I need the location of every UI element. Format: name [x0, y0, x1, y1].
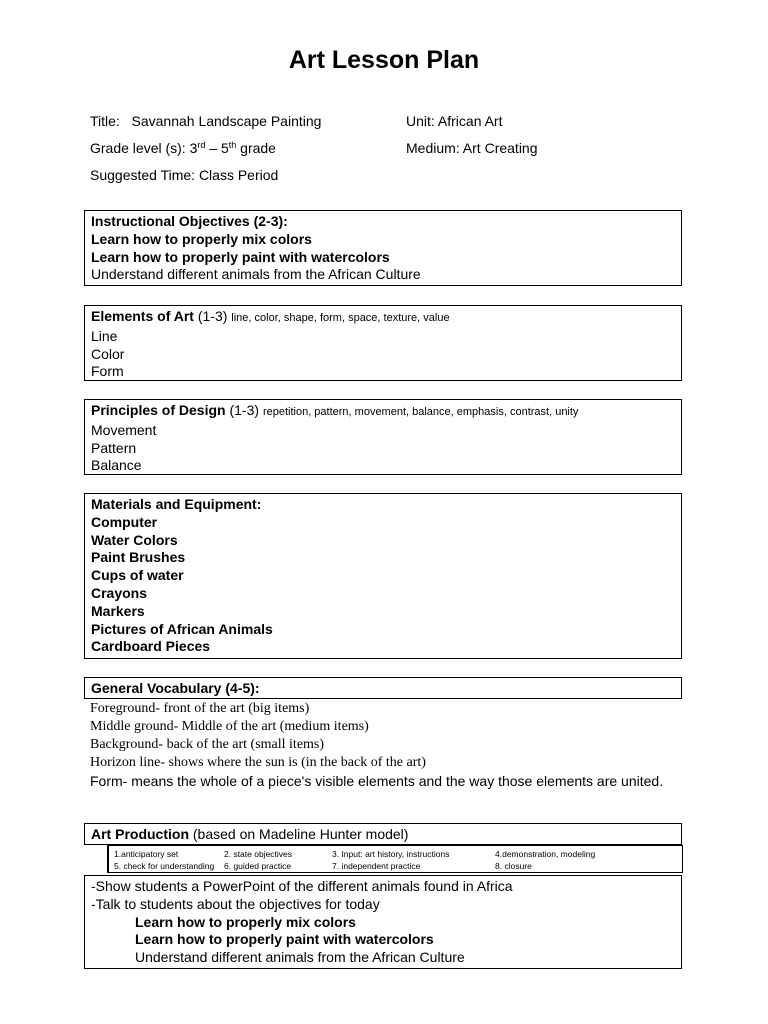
title-label: Title:	[90, 113, 120, 129]
vocabulary-form-item: Form- means the whole of a piece's visible elements and the way those elements are united.	[90, 773, 664, 789]
material-item: Cardboard Pieces	[91, 638, 211, 655]
materials-box	[84, 493, 682, 659]
step-label: 5. check for understanding	[114, 861, 215, 871]
production-body-line: -Show students a PowerPoint of the different animals found in Africa	[91, 878, 513, 894]
hunter-model-steps	[107, 845, 683, 873]
materials-heading: Materials and Equipment:	[91, 496, 262, 512]
document-title: Art Lesson Plan	[288, 46, 480, 74]
principles-range: (1-3)	[225, 402, 263, 418]
grade-mid: – 5	[205, 140, 229, 156]
vocabulary-item: Middle ground- Middle of the art (medium items)	[90, 719, 369, 734]
suggested-time-field: Suggested Time: Class Period	[90, 167, 279, 183]
grade-suffix: grade	[236, 140, 276, 156]
production-body-box	[84, 875, 682, 969]
vocabulary-item: Foreground- front of the art (big items)	[90, 701, 310, 716]
material-item: Water Colors	[91, 531, 178, 548]
step-label: 1.anticipatory set	[114, 849, 179, 859]
grade-sup-2: th	[228, 140, 237, 150]
step-label: 2. state objectives	[224, 849, 293, 859]
objective-item: Understand different animals from the African Culture	[91, 266, 421, 283]
material-item: Pictures of African Animals	[91, 620, 273, 637]
step-label: 6. guided practice	[224, 861, 292, 871]
elements-heading-line	[91, 308, 675, 328]
principle-item: Pattern	[91, 439, 137, 456]
production-heading-line	[91, 826, 675, 844]
production-heading-box	[84, 823, 682, 845]
material-item: Cups of water	[91, 567, 184, 584]
vocabulary-heading: General Vocabulary (4-5):	[91, 680, 260, 696]
step-label: 8. closure	[495, 861, 532, 871]
objectives-box	[84, 210, 682, 286]
element-item: Line	[91, 327, 118, 344]
vocabulary-item: Background- back of the art (small items)	[90, 737, 325, 752]
element-item: Color	[91, 345, 125, 362]
step-label: 7. independent practice	[332, 861, 421, 871]
objective-item: Learn how to properly mix colors	[91, 230, 312, 247]
material-item: Markers	[91, 602, 145, 619]
element-item: Form	[91, 363, 124, 380]
vocabulary-list	[90, 700, 680, 790]
elements-range: (1-3)	[193, 308, 232, 324]
medium-field: Medium: Art Creating	[406, 140, 538, 156]
vocabulary-heading-box	[84, 677, 682, 699]
vocabulary-item: Horizon line- shows where the sun is (in the back of the art)	[90, 755, 426, 770]
elements-box	[84, 305, 682, 381]
principle-item: Movement	[91, 421, 157, 438]
production-body-line: -Talk to students about the objectives for today	[91, 895, 380, 912]
step-label: 4.demonstration, modeling	[495, 849, 596, 859]
material-item: Computer	[91, 513, 158, 530]
title-field	[90, 113, 321, 130]
principle-item: Balance	[91, 457, 142, 474]
production-objective: Understand different animals from the African Culture	[135, 949, 465, 966]
grade-sup-1: rd	[197, 140, 206, 150]
principles-heading-line	[91, 402, 675, 422]
principles-hint: repetition, pattern, movement, balance, emphasis, contrast, unity	[262, 406, 579, 418]
production-subtitle: (based on Madeline Hunter model)	[189, 826, 409, 842]
principles-box	[84, 399, 682, 475]
material-item: Crayons	[91, 584, 148, 601]
unit-field: Unit: African Art	[406, 113, 503, 129]
title-value: Savannah Landscape Painting	[131, 113, 322, 129]
principles-heading: Principles of Design	[91, 402, 226, 418]
production-objective: Learn how to properly mix colors	[135, 913, 356, 930]
objectives-heading: Instructional Objectives (2-3):	[91, 213, 288, 229]
steps-row	[114, 860, 682, 872]
step-label: 3. Input: art history, instructions	[332, 849, 450, 859]
steps-row	[114, 848, 682, 860]
elements-hint: line, color, shape, form, space, texture, value	[231, 312, 450, 324]
material-item: Paint Brushes	[91, 549, 186, 566]
production-objective: Learn how to properly paint with watercolors	[135, 931, 434, 948]
grade-level-field	[90, 140, 276, 157]
elements-heading: Elements of Art	[91, 308, 194, 324]
grade-prefix: Grade level (s): 3	[90, 140, 198, 156]
production-heading: Art Production	[91, 826, 189, 842]
objective-item: Learn how to properly paint with watercolors	[91, 248, 390, 265]
